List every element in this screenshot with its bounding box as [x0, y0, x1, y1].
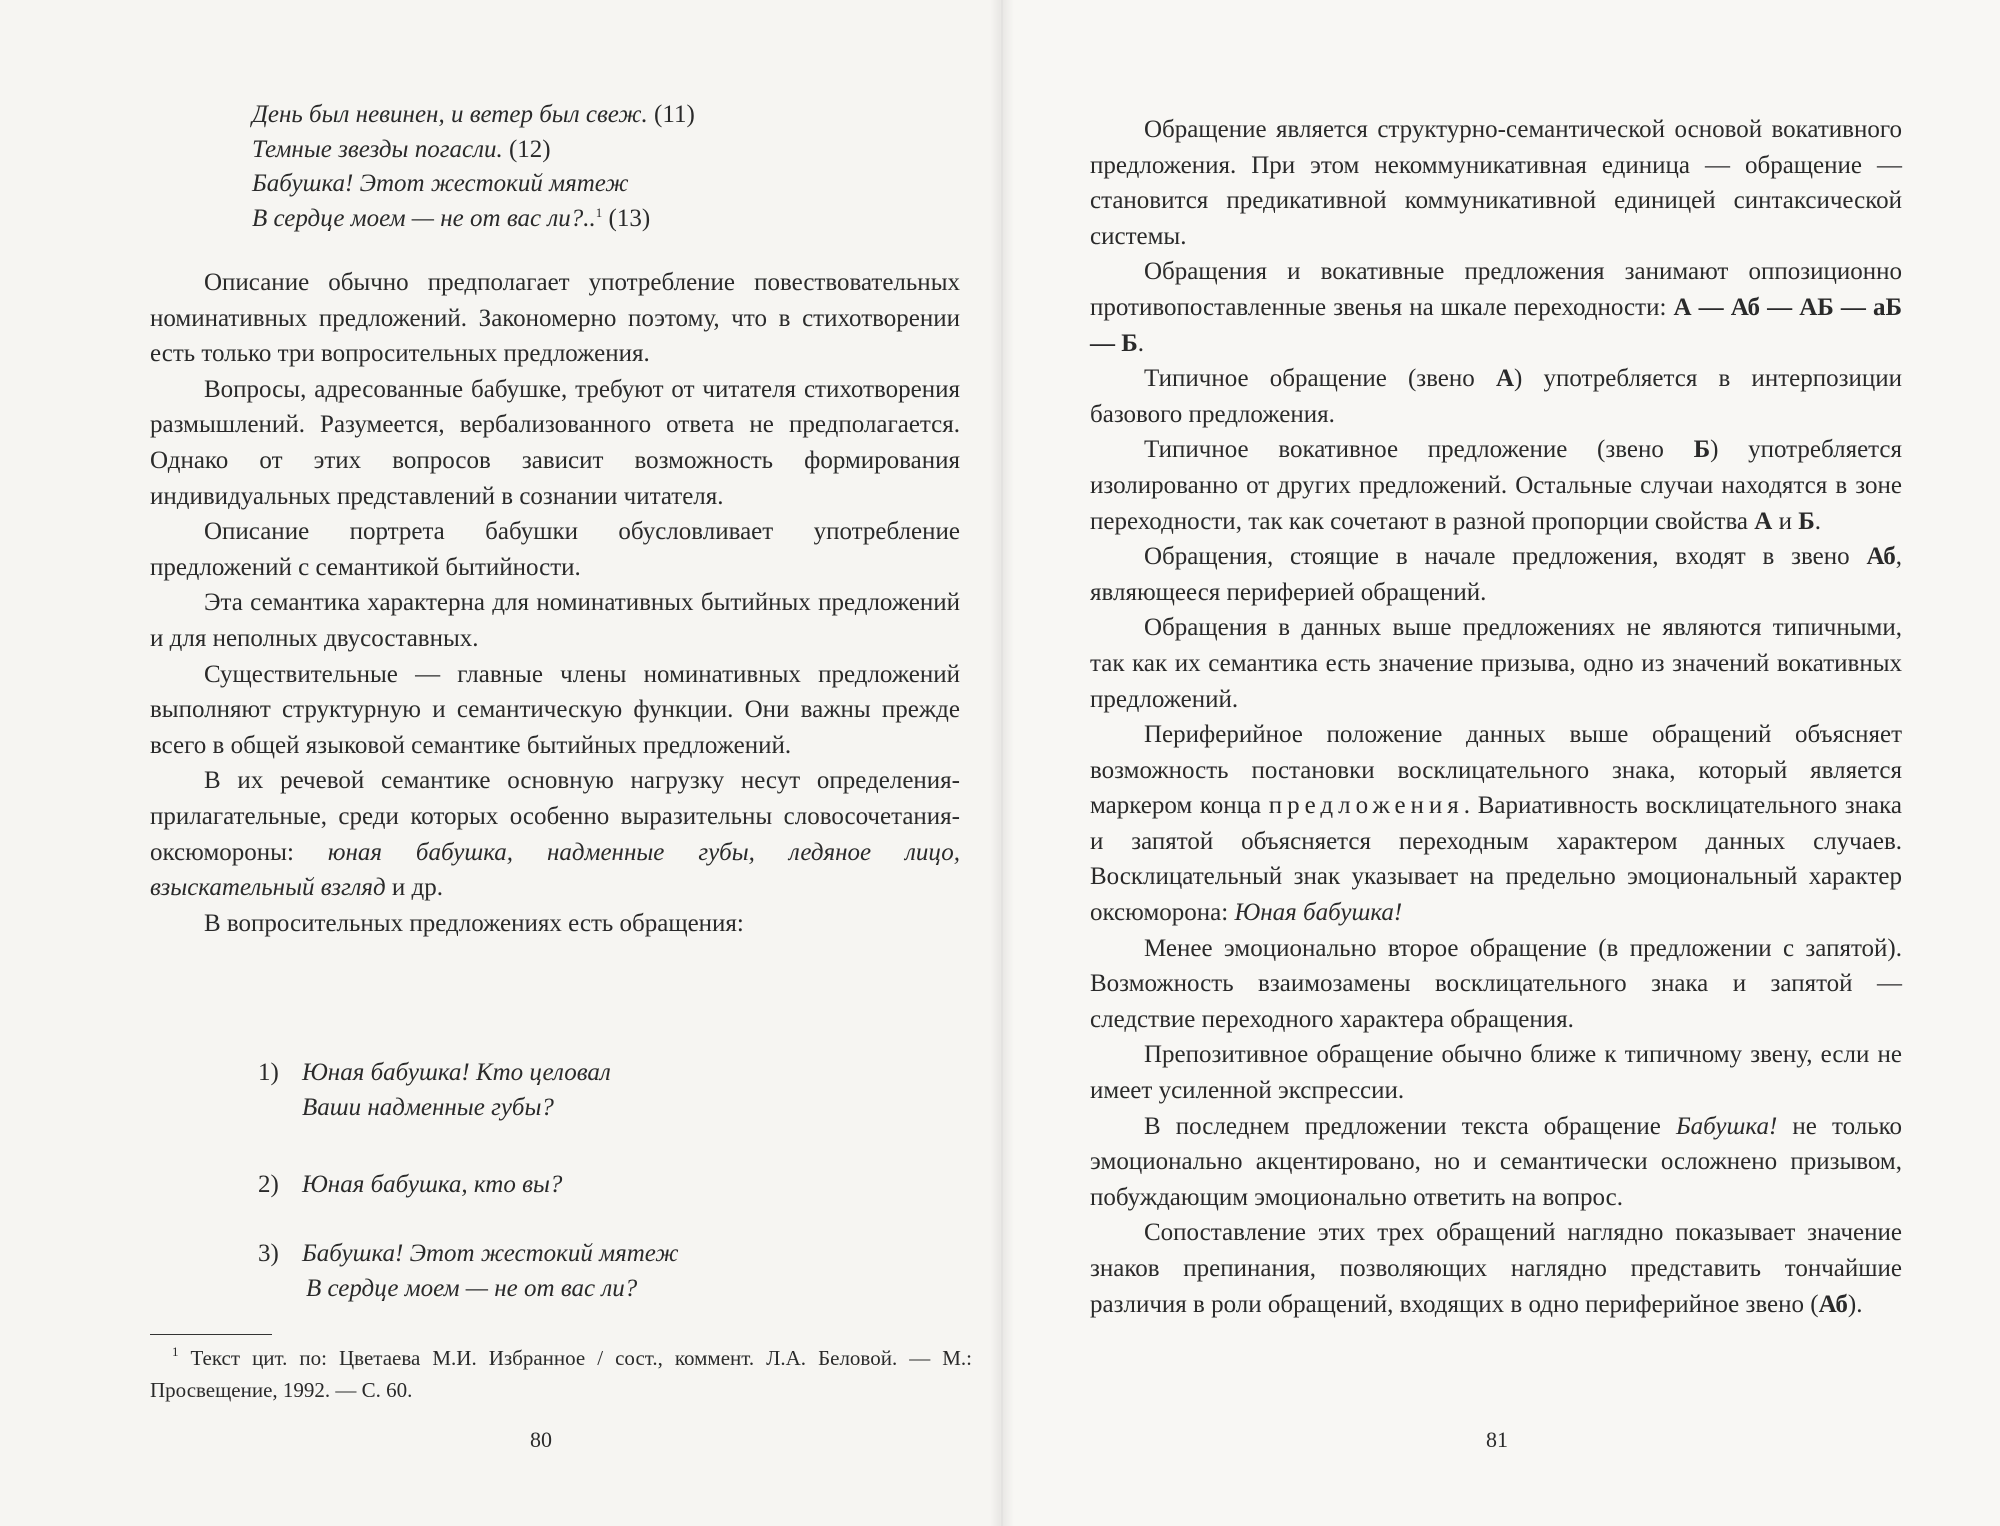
poem-line [252, 202, 695, 237]
poem-line [252, 133, 695, 168]
question-line: В сердце моем — не от вас ли? [306, 1275, 638, 1302]
paragraph-text: Типичное вокативное предложение (звено [1144, 436, 1694, 464]
paragraph-text: . [1814, 507, 1822, 535]
poem-excerpt [252, 98, 695, 236]
paragraph-text: ) употребляется в интерпозиции базового предложения. [1090, 365, 1902, 428]
book-gutter [990, 0, 1014, 1526]
example-phrase: Юная бабушка! [1234, 899, 1403, 927]
question-line: Ваши надменные губы? [302, 1094, 554, 1121]
bold-term: А [1754, 507, 1773, 535]
bold-term: Аб [1866, 543, 1896, 571]
question-number: 3) [258, 1240, 279, 1267]
paragraph: Обращение является структурно-семантической основой вокативного предложения. При этом некоммуникативная единица — обращение — становится предикативной коммуникативной единицей синтаксической системы. [1090, 116, 1902, 250]
question-line: Юная бабушка! Кто целовал [302, 1059, 611, 1086]
paragraph [1090, 361, 1902, 432]
poem-line-text: Темные звезды погасли. [252, 135, 503, 163]
paragraph-text: . [1137, 329, 1145, 357]
footnote-mark: 1 [172, 1344, 179, 1359]
bold-term: Б [1693, 436, 1711, 464]
left-body-text [150, 265, 960, 941]
example-phrases: юная бабушка, надменные губы, ледяное лицо, взыскательный взгляд [150, 838, 960, 902]
poem-line-text: В сердце моем — не от вас ли?.. [252, 204, 596, 232]
paragraph: Эта семантика характерна для номинативных бытийных предложений и для неполных двусоставных. [150, 589, 960, 652]
paragraph [1090, 717, 1902, 931]
paragraph-text: Периферийное положение данных выше обращений объясняет возможность постановки восклицательного знака, который является маркером конца [1090, 721, 1902, 820]
paragraph-text: Сопоставление этих трех обращений наглядно показывает значение знаков препинания, позволяющих наглядно представить тончайшие различия в роли обращений, входящих в одно периферийное звено ( [1090, 1219, 1902, 1318]
transition-scale: А — Аб — АБ — аБ — Б [1090, 293, 1902, 357]
paragraph-text: . Вариативность восклицательного знака и запятой объясняется переходным характером данных случаев. Восклицательный знак указывает на предельно эмоциональный характер оксюморона: [1090, 792, 1902, 927]
paragraph-text: Типичное обращение (звено [1144, 365, 1496, 393]
paragraph-text: и др. [385, 874, 443, 902]
paragraph-text: Обращения и вокативные предложения занимают оппозиционно противопоставленные звенья на шкале переходности: [1090, 258, 1902, 321]
paragraph: Вопросы, адресованные бабушке, требуют от читателя стихотворения размышлений. Разумеется, вербализованного ответа не предполагается. Однако от этих вопросов зависит возможность формирования индивидуальных представлений в сознании читателя. [150, 375, 960, 510]
footnote [150, 1342, 972, 1406]
paragraph [1090, 1109, 1902, 1216]
poem-line [252, 167, 695, 202]
paragraph: Существительные — главные члены номинативных предложений выполняют структурную и семантическую функции. Они важны прежде всего в общей языковой семантике бытийных предложений. [150, 660, 960, 759]
question-item [258, 1167, 562, 1202]
paragraph-text: ) употребляется изолированно от других предложений. Остальные случаи находятся в зоне переходности, так как сочетают в разной пропорции свойства [1090, 436, 1902, 535]
poem-line [252, 98, 695, 133]
page-number: 80 [530, 1427, 552, 1452]
right-body-text [1090, 112, 1902, 1322]
paragraph [150, 763, 960, 905]
paragraph: Препозитивное обращение обычно ближе к типичному звену, если не имеет усиленной экспрессии. [1090, 1041, 1902, 1105]
paragraph-text: не только эмоционально акцентировано, но и семантически осложнено призывом, побуждающим эмоционально ответить на вопрос. [1090, 1112, 1902, 1211]
question-number: 2) [258, 1171, 279, 1198]
paragraph: В вопросительных предложениях есть обращения: [204, 909, 744, 937]
poem-line-text: День был невинен, и ветер был свеж. [252, 101, 648, 128]
question-line: Юная бабушка, кто вы? [302, 1171, 563, 1198]
paragraph-text: В их речевой семантике основную нагрузку несут определения-прилагательные, среди которых особенно выразительны словосочетания-оксюмороны: [150, 767, 960, 866]
question-item [258, 1055, 611, 1125]
question-number: 1) [258, 1059, 279, 1086]
footnote-mark: 1 [595, 204, 603, 220]
paragraph: Описание портрета бабушки обусловливает употребление предложений с семантикой бытийности. [150, 518, 960, 581]
footnote-text: Текст цит. по: Цветаева М.И. Избранное / сост., коммент. Л.А. Беловой. — М.: Просвещение, 1992. — С. 60. [150, 1346, 972, 1402]
paragraph-text: , являющееся периферией обращений. [1090, 543, 1902, 606]
question-item [258, 1236, 678, 1306]
paragraph-text: Обращения, стоящие в начале предложения, входят в звено [1144, 543, 1867, 571]
poem-line-ref: (13) [602, 204, 651, 232]
question-line: Бабушка! Этот жестокий мятеж [302, 1240, 679, 1267]
bold-term: А [1495, 365, 1514, 393]
poem-line-text: Бабушка! Этот жестокий мятеж [252, 170, 629, 197]
spaced-word: предложения [1268, 792, 1464, 820]
bold-term: Аб [1818, 1290, 1848, 1318]
paragraph-text: ). [1847, 1290, 1863, 1318]
poem-line-ref: (11) [647, 101, 695, 128]
paragraph [1090, 432, 1902, 539]
paragraph-text: и [1772, 507, 1799, 535]
footnote-separator [150, 1334, 272, 1335]
paragraph [1090, 254, 1902, 361]
paragraph: Менее эмоционально второе обращение (в предложении с запятой). Возможность взаимозамены восклицательного знака и запятой — следствие переходного характера обращения. [1090, 934, 1902, 1033]
bold-term: Б [1798, 507, 1815, 535]
paragraph: Обращения в данных выше предложениях не являются типичными, так как их семантика есть значение призыва, одно из значений вокативных предложений. [1090, 614, 1902, 713]
paragraph: Описание обычно предполагает употребление повествовательных номинативных предложений. Закономерно поэтому, что в стихотворении есть только три вопросительных предложения. [150, 269, 960, 368]
paragraph [1090, 539, 1902, 610]
page-number: 81 [1486, 1427, 1508, 1452]
paragraph-text: В последнем предложении текста обращение [1144, 1112, 1676, 1140]
poem-line-ref: (12) [502, 135, 551, 163]
example-phrase: Бабушка! [1675, 1112, 1778, 1140]
paragraph [1090, 1215, 1902, 1322]
